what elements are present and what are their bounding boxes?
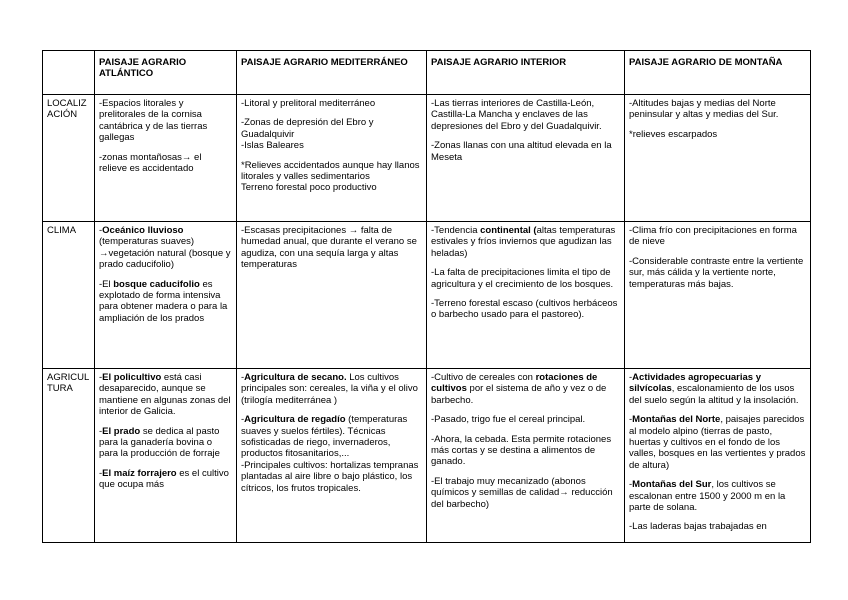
bold-term: Actividades agropecuarias y silvícolas	[629, 372, 762, 395]
text-run: por el sistema de año y vez o de barbecho.	[431, 383, 607, 406]
row-label-localizacion: LOCALIZACIÓN	[43, 95, 95, 222]
text-run: -El	[99, 278, 114, 290]
cell-paragraph: -Ahora, la cebada. Esta permite rotaciones más cortas y se destina a alimentos de ganado.	[431, 433, 612, 468]
bold-term: continental (	[480, 225, 537, 236]
cell-agricultura-interior	[427, 369, 625, 543]
bold-term: Montañas del Norte	[632, 414, 721, 426]
bold-term: El maíz forrajero	[102, 467, 177, 479]
text-run: -	[99, 467, 103, 479]
cell-agricultura-atlantico	[95, 369, 237, 543]
text-run: está casi desaparecido, aunque se mantiene en algunas zonas del interior de Galicia.	[99, 372, 231, 418]
bold-term: rotaciones de cultivos	[431, 372, 598, 395]
cell-paragraph	[99, 225, 232, 271]
text-run: Los cultivos principales son: cereales, la viña y el olivo (trilogía mediterránea )	[241, 372, 418, 406]
text-run: -	[99, 425, 103, 437]
text-run: -Tendencia	[431, 225, 481, 236]
cell-paragraph: -Espacios litorales y prelitorales de la cornisa cantábrica y de las tierras gallegas	[99, 98, 208, 144]
cell-paragraph: -Clima frío con precipitaciones en forma de nieve	[629, 225, 797, 248]
cell-paragraph	[99, 372, 232, 418]
bold-term: Montañas del Sur	[632, 479, 712, 491]
text-run: -	[629, 372, 633, 383]
table-row-clima	[43, 222, 811, 369]
cell-paragraph: -Terreno forestal escaso (cultivos herbáceos o barbecho usado para el pastoreo).	[431, 298, 618, 321]
text-run: -	[241, 414, 245, 426]
cell-localizacion-atlantico	[95, 95, 237, 222]
row-label-agricultura: AGRICULTURA	[43, 369, 95, 543]
cell-paragraph: -Escasas precipitaciones → falta de humedad anual, que durante el verano se agudiza, con una sequía larga y altas temperaturas	[241, 225, 417, 271]
cell-paragraph: -Altitudes bajas y medias del Norte peninsular y altas y medias del Sur.	[629, 98, 779, 121]
text-run: altas temperaturas estivales y fríos inviernos que agudizan las heladas)	[431, 225, 616, 259]
cell-clima-interior	[427, 222, 625, 369]
cell-localizacion-interior	[427, 95, 625, 222]
cell-paragraph	[629, 479, 806, 513]
table-row-localizacion	[43, 95, 811, 222]
text-run: -Cultivo de cereales con	[431, 372, 536, 383]
cell-paragraph: -Litoral y prelitoral mediterráneo	[241, 98, 376, 109]
row-label-clima: CLIMA	[43, 222, 95, 369]
agrarian-landscapes-table	[42, 50, 811, 543]
text-run: -	[241, 372, 245, 383]
bold-term: El policultivo	[102, 372, 162, 383]
text-run: , los cultivos se escalonan entre 1500 y 2000 m en la parte de solana.	[629, 479, 786, 514]
cell-paragraph	[629, 414, 806, 471]
cell-paragraph	[629, 372, 806, 406]
cell-agricultura-mediterraneo	[237, 369, 427, 543]
cell-paragraph: *relieves escarpados	[629, 128, 718, 140]
cell-paragraph: -La falta de precipitaciones limita el tipo de agricultura y el crecimiento de los bosques.	[431, 267, 614, 290]
cell-paragraph	[431, 225, 620, 259]
cell-paragraph	[99, 468, 232, 491]
text-run: , paisajes parecidos al modelo alpino (tierras de pasto, huertas y cultivos en el fondo de los valles, bosques en las vertientes y prados de altura)	[629, 414, 806, 471]
text-run: -	[99, 225, 103, 236]
text-run: -	[629, 414, 633, 426]
header-cell-interior: PAISAJE AGRARIO INTERIOR	[427, 51, 625, 95]
text-run: es el cultivo que ocupa más	[99, 467, 229, 491]
text-run: es explotado de forma intensiva para obtener madera o para la ampliación de los prados	[99, 278, 228, 324]
cell-clima-montana	[625, 222, 811, 369]
cell-paragraph: -Pasado, trigo fue el cereal principal.	[431, 414, 586, 426]
bold-term: Agricultura de secano.	[244, 372, 347, 383]
text-run: -	[99, 372, 103, 383]
cell-paragraph	[431, 372, 620, 406]
text-run: , escalonamiento de los usos del suelo según la altitud y la insolación.	[629, 383, 799, 406]
cell-paragraph: -Las tierras interiores de Castilla-León, Castilla-La Mancha y enclaves de las depresiones del Ebro y del Guadalquivir.	[431, 98, 602, 132]
cell-paragraph: -Zonas llanas con una altitud elevada en la Meseta	[431, 140, 612, 163]
header-cell-montana: PAISAJE AGRARIO DE MONTAÑA	[625, 51, 811, 95]
cell-paragraph: -Las laderas bajas trabajadas en	[629, 521, 767, 533]
cell-paragraph	[99, 426, 232, 460]
cell-paragraph: -El trabajo muy mecanizado (abonos químicos y semillas de calidad→ reducción del barbecho)	[431, 475, 613, 510]
cell-localizacion-mediterraneo	[237, 95, 427, 222]
cell-paragraph: -zonas montañosas→ el relieve es accidentado	[99, 151, 202, 175]
text-run: se dedica al pasto para la ganadería bovina o para la producción de forraje	[99, 425, 220, 460]
text-run: -	[629, 479, 633, 491]
table-row-agricultura	[43, 369, 811, 543]
header-row	[43, 51, 811, 95]
header-cell-mediterraneo: PAISAJE AGRARIO MEDITERRÁNEO	[237, 51, 427, 95]
header-cell-empty	[43, 51, 95, 95]
bold-term: El prado	[102, 425, 141, 437]
cell-paragraph: -Zonas de depresión del Ebro y Guadalquivir -Islas Baleares	[241, 117, 374, 152]
cell-paragraph	[99, 279, 232, 325]
cell-clima-atlantico	[95, 222, 237, 369]
cell-agricultura-montana	[625, 369, 811, 543]
header-cell-atlantico: PAISAJE AGRARIO ATLÁNTICO	[95, 51, 237, 95]
bold-term: Oceánico lluvioso	[102, 225, 184, 236]
bold-term: bosque caducifolio	[113, 278, 200, 290]
cell-clima-mediterraneo	[237, 222, 427, 369]
cell-paragraph: *Relieves accidentados aunque hay llanos litorales y valles sedimentarios Terreno forestal poco productivo	[241, 159, 420, 194]
bold-term: Agricultura de regadío	[244, 414, 346, 426]
cell-paragraph	[241, 414, 422, 494]
cell-paragraph	[241, 372, 422, 406]
text-run: (temperaturas suaves) →vegetación natural (bosque y prado caducifolio)	[99, 236, 231, 271]
text-run: (temperaturas suaves y suelos fértiles). Técnicas sofisticadas de riego, invernaderos, productos fitosanitarios,... -Principales cultivos: hortalizas tempranas plantadas al aire libre o bajo plástico, los cítricos, los frutos tropicales.	[241, 414, 419, 494]
cell-paragraph: -Considerable contraste entre la vertiente sur, más cálida y la vertiente norte, temperaturas más bajas.	[629, 255, 804, 290]
cell-localizacion-montana	[625, 95, 811, 222]
